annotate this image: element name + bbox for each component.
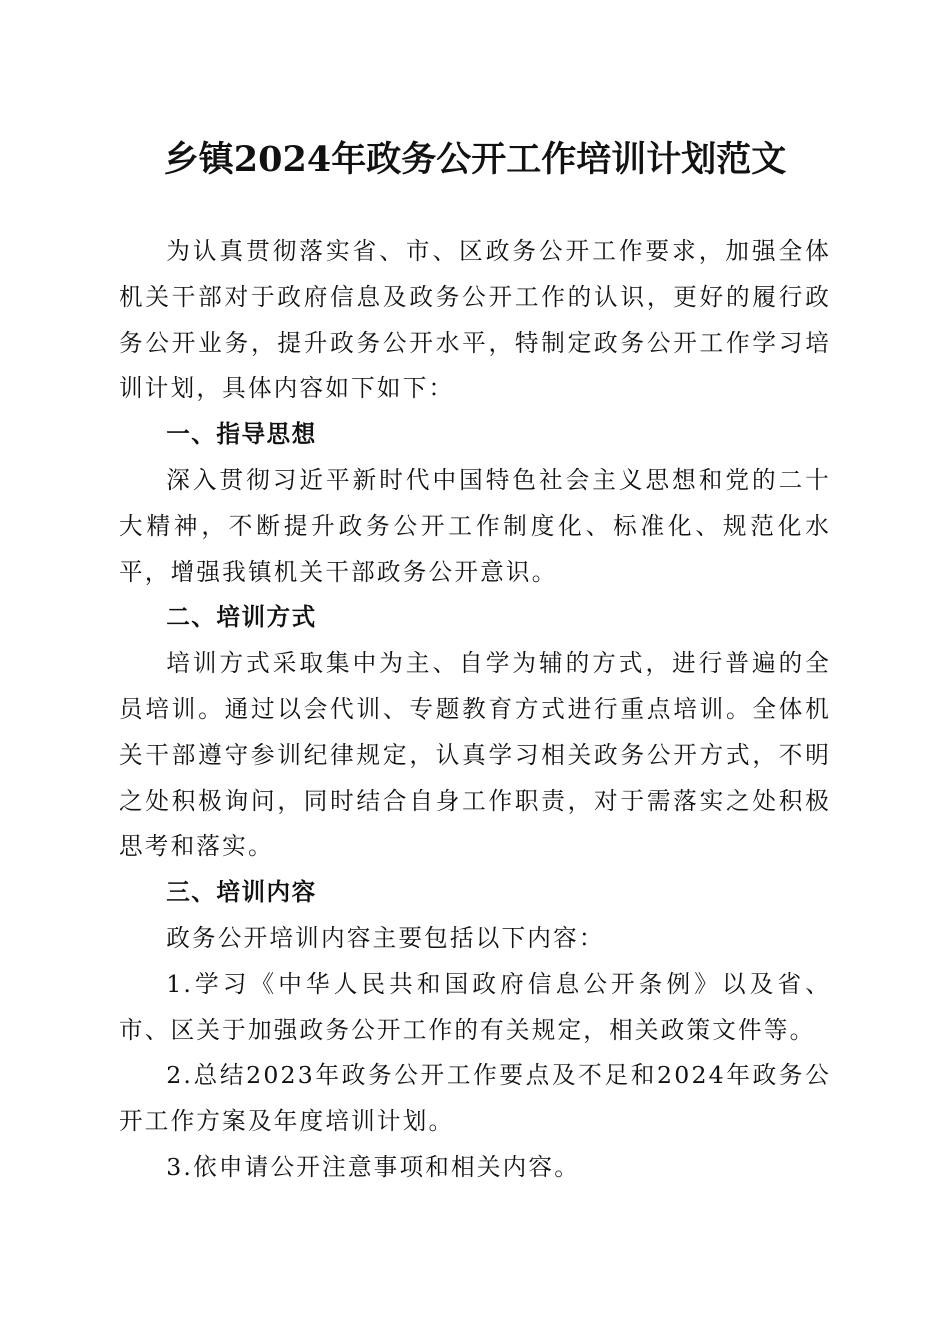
list-item: 2.总结2023年政务公开工作要点及不足和2024年政务公开工作方案及年度培训计划。 (119, 1061, 831, 1136)
section-training-method (119, 595, 831, 870)
document-body (119, 229, 831, 1191)
section-heading: 三、培训内容 (166, 878, 317, 907)
section-guiding-ideology (119, 412, 831, 595)
section-training-content (119, 870, 831, 1191)
document-title: 乡镇2024年政务公开工作培训计划范文 (163, 139, 787, 180)
section-paragraph: 培训方式采取集中为主、自学为辅的方式，进行普遍的全员培训。通过以会代训、专题教育方式进行重点培训。全体机关干部遵守参训纪律规定，认真学习相关政务公开方式，不明之处积极询问，同时结合自身工作职责，对于需落实之处积极思考和落实。 (119, 649, 831, 861)
section-heading: 一、指导思想 (166, 420, 317, 449)
list-item: 3.依申请公开注意事项和相关内容。 (166, 1152, 581, 1181)
section-paragraph: 深入贯彻习近平新时代中国特色社会主义思想和党的二十大精神，不断提升政务公开工作制度化、标准化、规范化水平，增强我镇机关干部政务公开意识。 (119, 465, 831, 586)
section-paragraph: 政务公开培训内容主要包括以下内容： (166, 923, 605, 952)
section-heading: 二、培训方式 (166, 603, 317, 632)
list-item: 1.学习《中华人民共和国政府信息公开条例》以及省、市、区关于加强政务公开工作的有关规定，相关政策文件等。 (119, 969, 831, 1044)
intro-paragraph: 为认真贯彻落实省、市、区政务公开工作要求，加强全体机关干部对于政府信息及政务公开工作的认识，更好的履行政务公开业务，提升政务公开水平，特制定政务公开工作学习培训计划，具体内容如下如下： (119, 237, 831, 403)
